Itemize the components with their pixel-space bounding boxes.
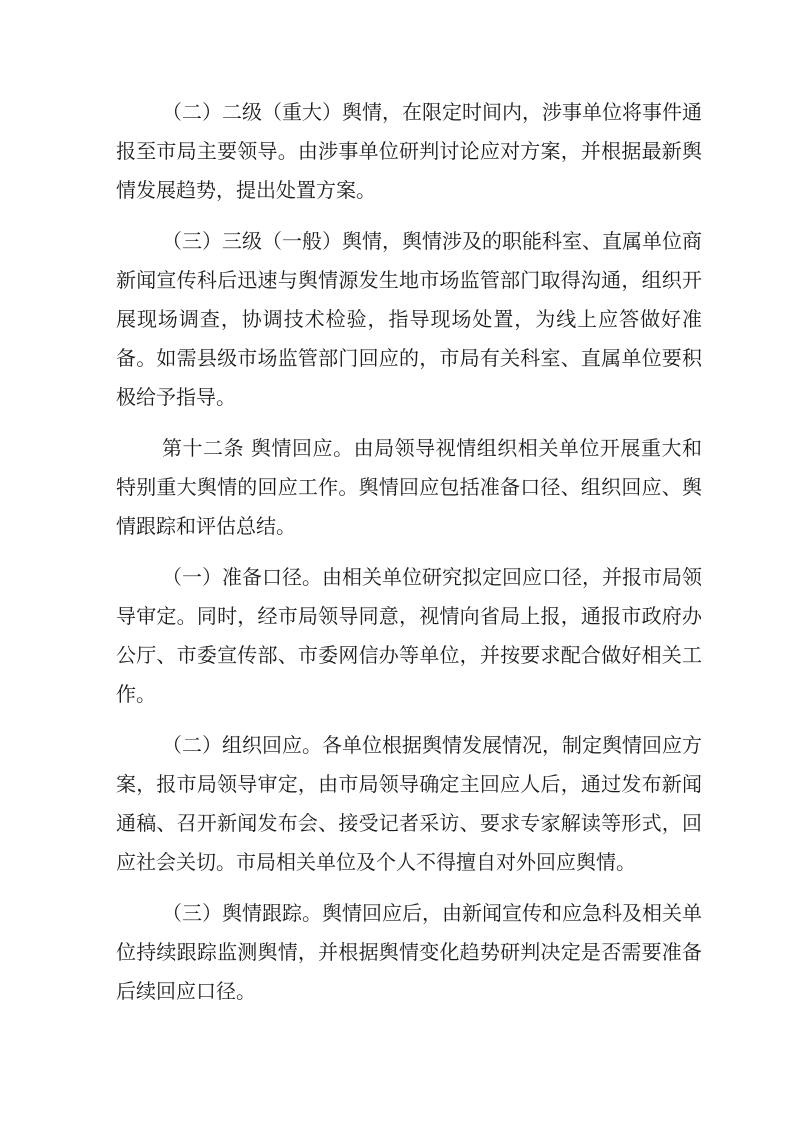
paragraph-level-three-incident: （三）三级（一般）舆情，舆情涉及的职能科室、直属单位商新闻宣传科后迅速与舆情源发生地市场监管部门取得沟通，组织开展现场调查，协调技术检验，指导现场处置，为线上应答做好准备。如需县级市场监管部门回应的，市局有关科室、直属单位要积极给予指导。 [116,229,702,409]
paragraph-organize-response: （二）组织回应。各单位根据舆情发展情况，制定舆情回应方案，报市局领导审定，由市局领导确定主回应人后，通过发布新闻通稿、召开新闻发布会、接受记者采访、要求专家解读等形式，回应社会关切。市局相关单位及个人不得擅自对外回应舆情。 [116,733,702,874]
paragraph-article-twelve: 第十二条 舆情回应。由局领导视情组织相关单位开展重大和特别重大舆情的回应工作。舆情回应包括准备口径、组织回应、舆情跟踪和评估总结。 [116,436,702,538]
paragraph-prepare-statement: （一）准备口径。由相关单位研究拟定回应口径，并报市局领导审定。同时，经市局领导同意，视情向省局上报，通报市政府办公厅、市委宣传部、市委网信办等单位，并按要求配合做好相关工作。 [116,565,702,706]
paragraph-opinion-tracking: （三）舆情跟踪。舆情回应后，由新闻宣传和应急科及相关单位持续跟踪监测舆情，并根据舆情变化趋势研判决定是否需要准备后续回应口径。 [116,901,702,1003]
document-body [116,93,702,1023]
paragraph-level-two-incident: （二）二级（重大）舆情，在限定时间内，涉事单位将事件通报至市局主要领导。由涉事单位研判讨论应对方案，并根据最新舆情发展趋势，提出处置方案。 [116,100,702,202]
